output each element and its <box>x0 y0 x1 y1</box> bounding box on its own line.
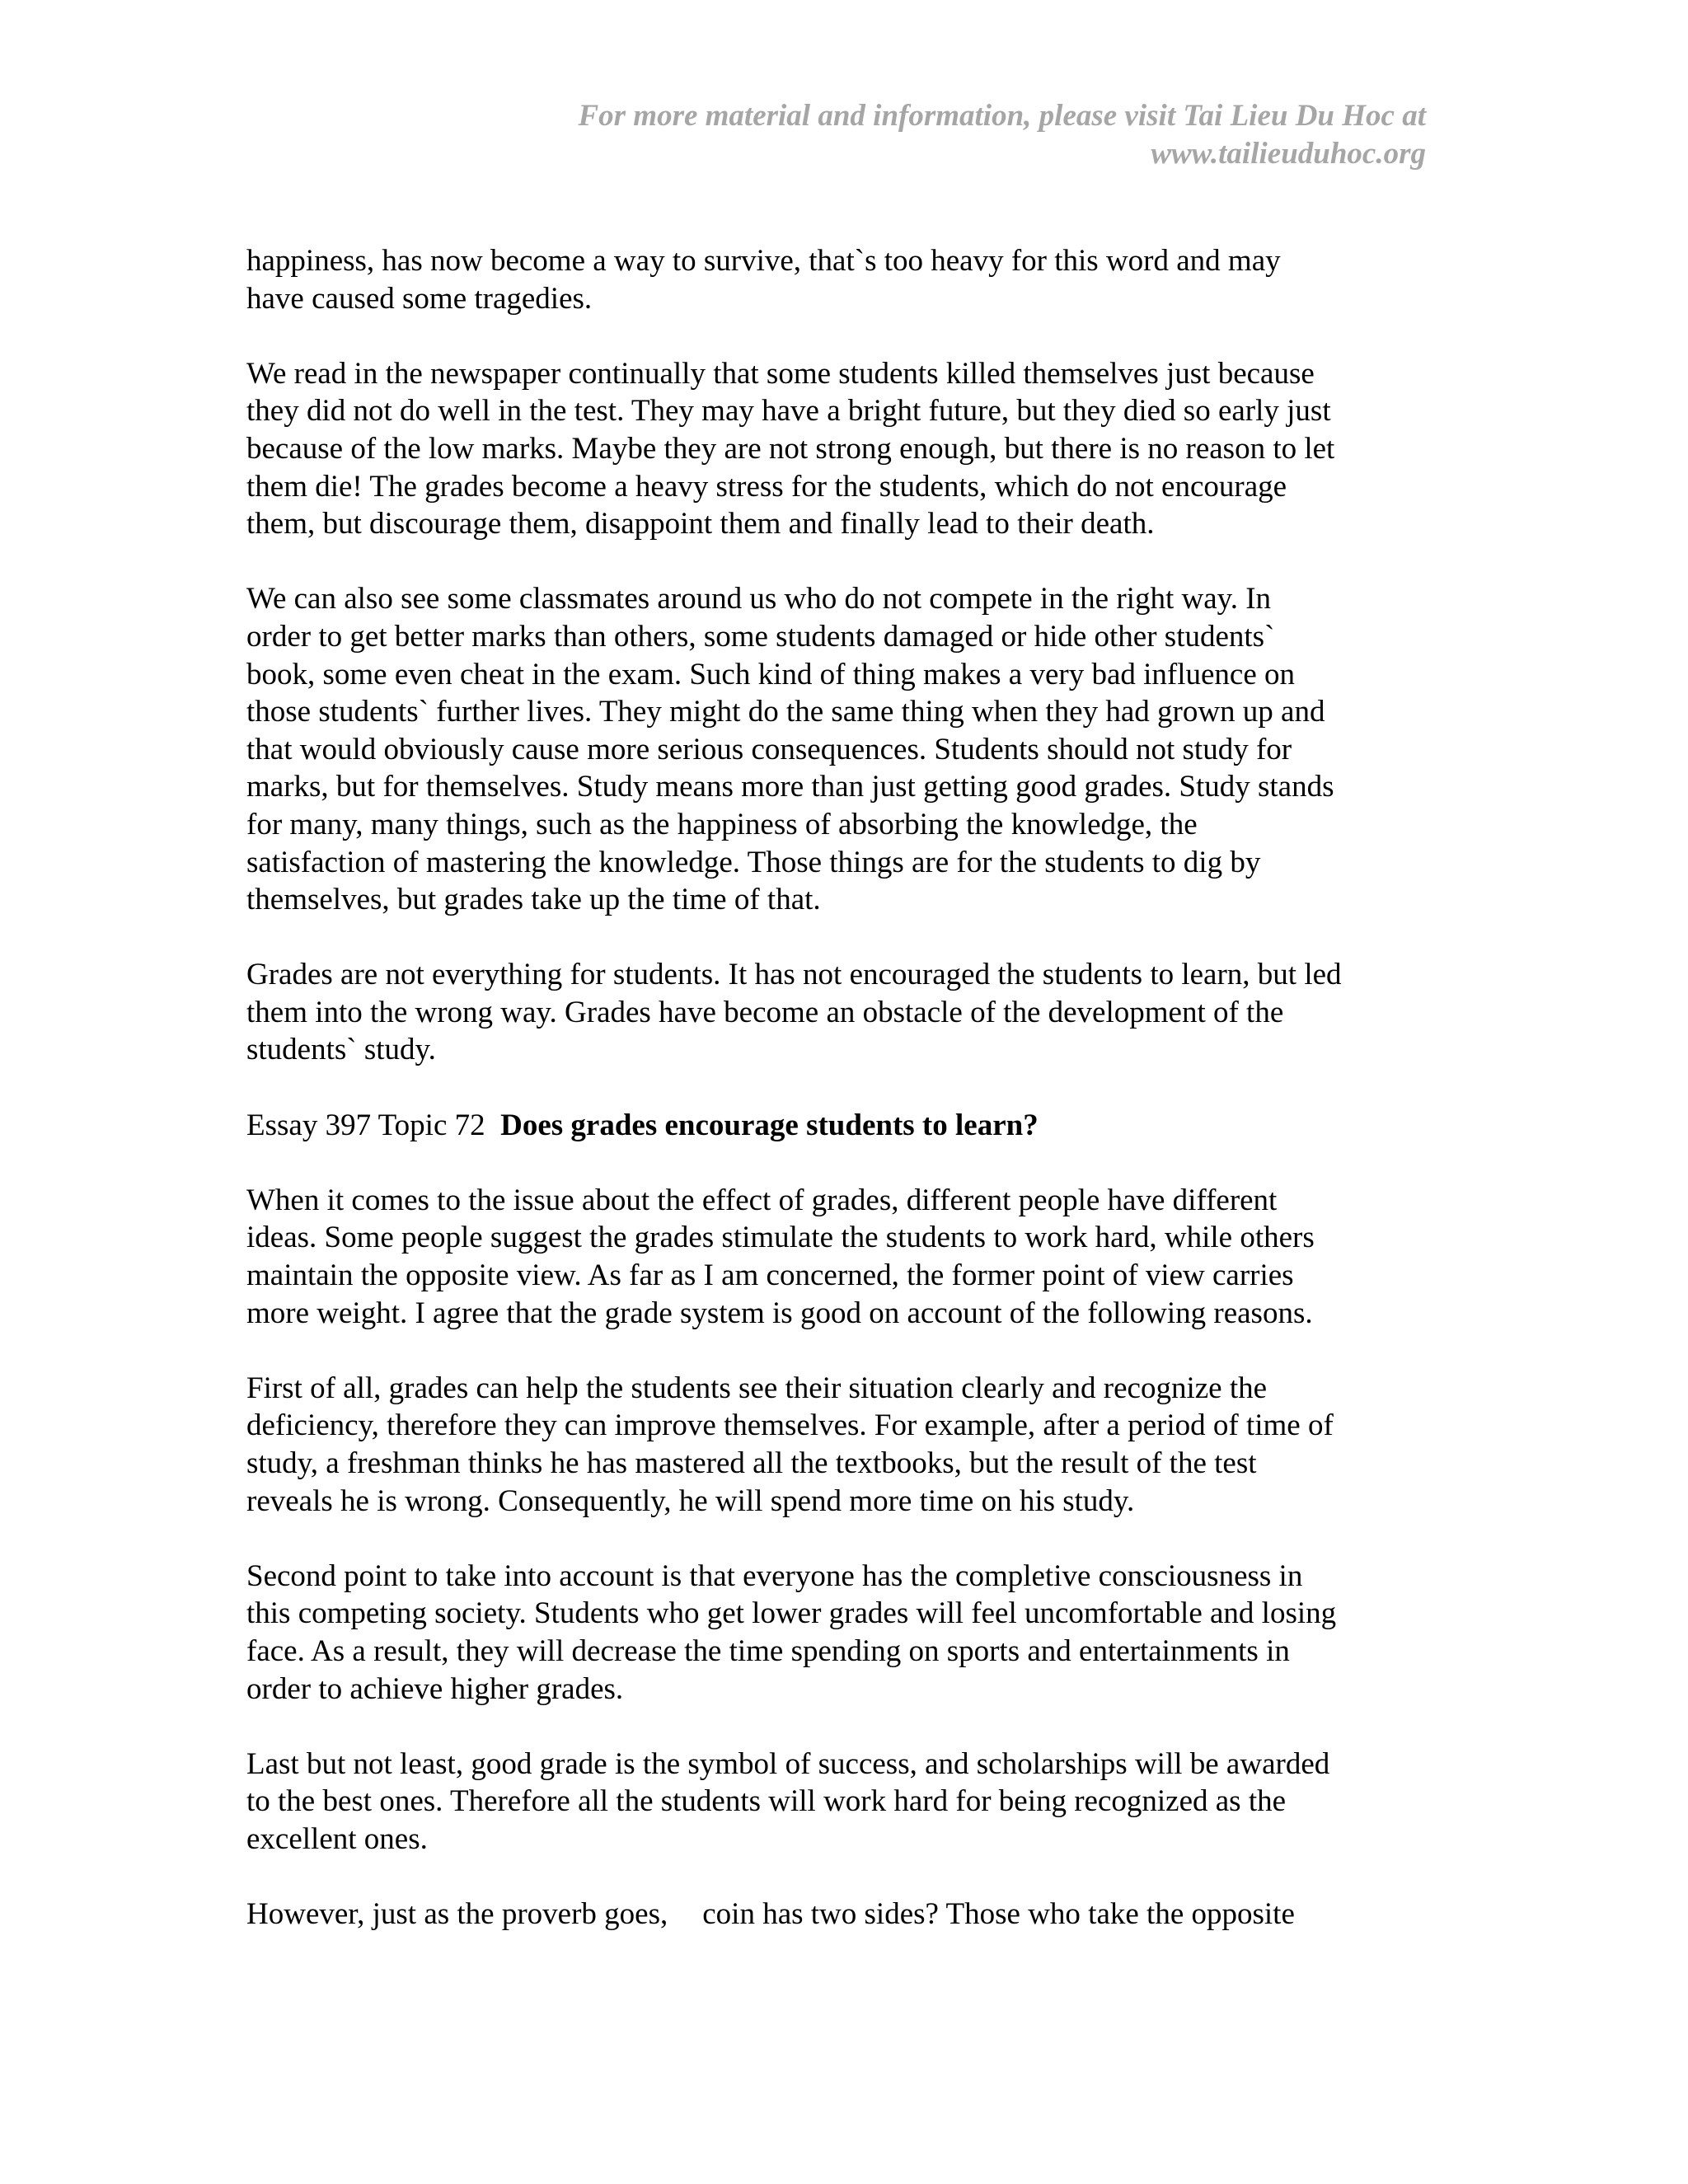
text-line: Second point to take into account is that everyone has the completive consciousness in <box>246 1558 1303 1593</box>
essay-heading <box>246 1107 1437 1145</box>
text-line: ideas. Some people suggest the grades stimulate the students to work hard, while others <box>246 1221 1315 1255</box>
text-line: happiness, has now become a way to survive, that`s too heavy for this word and may <box>246 244 1281 278</box>
essay-title: Does grades encourage students to learn? <box>500 1108 1039 1142</box>
text-line: them into the wrong way. Grades have become an obstacle of the development of the <box>246 995 1284 1029</box>
text-line: reveals he is wrong. Consequently, he will spend more time on his study. <box>246 1483 1135 1518</box>
text-line <box>246 1896 1437 1933</box>
text-line: We read in the newspaper continually that some students killed themselves just because <box>246 356 1315 391</box>
text-line: have caused some tragedies. <box>246 281 593 316</box>
text-line: maintain the opposite view. As far as I am concerned, the former point of view carries <box>246 1258 1294 1293</box>
paragraph <box>246 1746 1437 1858</box>
paragraph <box>246 355 1437 543</box>
text-line: book, some even cheat in the exam. Such kind of thing makes a very bad influence on <box>246 657 1296 691</box>
text-line: excellent ones. <box>246 1821 428 1856</box>
paragraph <box>246 956 1437 1069</box>
text-line: for many, many things, such as the happiness of absorbing the knowledge, the <box>246 807 1198 841</box>
text-line: because of the low marks. Maybe they are not strong enough, but there is no reason to let <box>246 431 1335 466</box>
text-line: deficiency, therefore they can improve themselves. For example, after a period of time of <box>246 1408 1334 1443</box>
paragraph <box>246 1896 1437 1933</box>
paragraph <box>246 580 1437 918</box>
text-line: study, a freshman thinks he has mastered all the textbooks, but the result of the test <box>246 1446 1257 1480</box>
text-line: this competing society. Students who get lower grades will feel uncomfortable and losing <box>246 1596 1337 1631</box>
text-line: satisfaction of mastering the knowledge. Those things are for the students to dig by <box>246 845 1261 879</box>
paragraph <box>246 242 1437 317</box>
text-line: order to achieve higher grades. <box>246 1671 624 1706</box>
text-line: order to get better marks than others, some students damaged or hide other students` <box>246 619 1275 654</box>
text-line: Last but not least, good grade is the symbol of success, and scholarships will be awarded <box>246 1746 1330 1781</box>
paragraph <box>246 1558 1437 1708</box>
text-line: We can also see some classmates around us who do not compete in the right way. In <box>246 582 1272 616</box>
text-line: Grades are not everything for students. It has not encouraged the students to learn, but led <box>246 958 1342 992</box>
text-line: marks, but for themselves. Study means more than just getting good grades. Study stands <box>246 770 1334 804</box>
text-line: to the best ones. Therefore all the students will work hard for being recognized as the <box>246 1784 1287 1819</box>
paragraph <box>246 1182 1437 1332</box>
text-line: When it comes to the issue about the effect of grades, different people have different <box>246 1183 1278 1217</box>
text-line: themselves, but grades take up the time of that. <box>246 883 821 917</box>
text-line: more weight. I agree that the grade system is good on account of the following reasons. <box>246 1296 1313 1330</box>
header-line-1: For more material and information, please visit Tai Lieu Du Hoc at <box>578 99 1426 133</box>
final-line-part-2: coin has two sides? Those who take the opposite <box>702 1897 1295 1932</box>
header-line-2: www.tailieuduhoc.org <box>1151 137 1426 171</box>
document-body <box>246 242 1437 1971</box>
text-line: them, but discourage them, disappoint them and finally lead to their death. <box>246 507 1155 541</box>
page-header <box>437 97 1426 173</box>
final-line-part-1: However, just as the proverb goes, <box>246 1897 668 1932</box>
text-line: that would obviously cause more serious consequences. Students should not study for <box>246 732 1292 766</box>
essay-heading-line <box>246 1107 1437 1145</box>
text-line: them die! The grades become a heavy stress for the students, which do not encourage <box>246 469 1287 504</box>
text-line: First of all, grades can help the students see their situation clearly and recognize the <box>246 1371 1268 1405</box>
text-line: students` study. <box>246 1033 436 1067</box>
text-line: face. As a result, they will decrease the time spending on sports and entertainments in <box>246 1633 1290 1668</box>
paragraph <box>246 1370 1437 1520</box>
text-line: those students` further lives. They might do the same thing when they had grown up and <box>246 695 1325 729</box>
text-line: they did not do well in the test. They may have a bright future, but they died so early just <box>246 394 1331 429</box>
essay-number: Essay 397 Topic 72 <box>246 1108 485 1142</box>
